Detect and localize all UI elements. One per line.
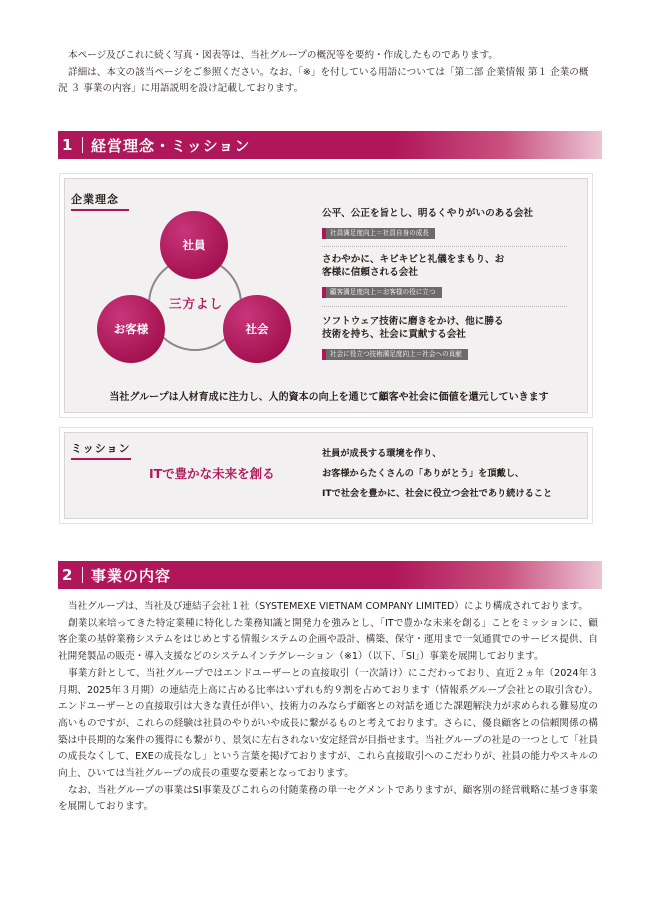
intro-text <box>58 48 594 98</box>
principle-text: ソフトウェア技術に磨きをかけ、他に勝る技術を持ち、社会に貢献する会社 <box>322 316 504 340</box>
section-title: 経営理念・ミッション <box>91 136 251 155</box>
section-divider <box>82 137 83 153</box>
principle-text: さわやかに、キビキビと礼儀をまもり、お客様に信頼される会社 <box>322 254 505 278</box>
mission-line: ITで社会を豊かに、社会に役立つ会社であり続けること <box>322 488 553 499</box>
principle-item <box>322 315 512 360</box>
business-description <box>58 599 598 816</box>
intro-paragraph: 詳細は、本文の該当ページをご参照ください。なお、「※」を付している用語については「第二部 企業情報 第１ 企業の概況 ３ 事業の内容」に用語説明を設け記載しております。 <box>58 66 589 94</box>
principle-tag: 社会に役立つ技術満足度向上＝社会への貢献 <box>322 349 468 360</box>
divider <box>322 246 567 247</box>
sanpo-label: 三方よし <box>169 296 224 311</box>
mission-statement: ITで豊かな未来を創る <box>149 466 275 481</box>
philosophy-title: 企業理念 <box>71 191 129 211</box>
circle-employees-label: 社員 <box>182 238 206 252</box>
intro-paragraph: 本ページ及びこれに続く写真・図表等は、当社グループの概況等を要約・作成したものであります。 <box>68 50 498 61</box>
mission-title: ミッション <box>71 440 131 460</box>
principle-item <box>322 207 567 239</box>
business-paragraph: なお、当社グループの事業はSI事業及びこれらの付随業務の単一セグメントでありますが、顧客別の経営戦略に基づき事業を展開しております。 <box>58 784 598 813</box>
circle-society <box>223 295 291 363</box>
philosophy-panel <box>64 178 588 413</box>
mission-lines <box>322 444 582 504</box>
circle-employees <box>160 211 228 279</box>
section-number: 1 <box>62 136 73 154</box>
principle-tag: 顧客満足度向上＝お客様の役に立つ <box>322 287 442 298</box>
business-paragraph: 当社グループは、当社及び連結子会社１社（SYSTEMEXE VIETNAM COMPANY LIMITED）により構成されております。 <box>68 601 588 612</box>
principle-item <box>322 253 507 298</box>
circle-society-label: 社会 <box>245 322 269 336</box>
mission-line: 社員が成長する環境を作り、 <box>322 448 442 459</box>
section-title: 事業の内容 <box>91 566 172 585</box>
divider <box>322 306 567 307</box>
principle-tag: 社員満足度向上＝社員自身の成長 <box>322 228 435 239</box>
section-divider <box>82 567 83 583</box>
section-header-business <box>58 561 602 589</box>
circle-customers <box>97 295 165 363</box>
principle-text: 公平、公正を旨とし、明るくやりがいのある会社 <box>322 208 534 219</box>
philosophy-statement: 当社グループは人材育成に注力し、人的資本の向上を通じて顧客や社会に価値を還元していきます <box>109 392 549 403</box>
mission-panel <box>64 432 588 519</box>
section-number: 2 <box>62 566 73 584</box>
circle-customers-label: お客様 <box>113 322 149 336</box>
section-header-philosophy <box>58 131 602 159</box>
business-paragraph: 創業以来培ってきた特定業種に特化した業務知識と開発力を強みとし、「ITで豊かな未来を創る」ことをミッションに、顧客企業の基幹業務システムをはじめとする情報システムの企画や設計、構築、保守・運用まで一気通貫でのサービス提供、自社開発製品の販売・導入支援などのシステムインテグレーション（※1）（以下、「SI」）事業を展開しております。 <box>58 617 598 663</box>
mission-line: お客様からたくさんの「ありがとう」を頂戴し、 <box>322 468 525 479</box>
business-paragraph: 事業方針として、当社グループではエンドユーザーとの直接取引（一次請け）にこだわっており、直近２ヵ年（2024年３月期、2025年３月期）の連結売上高に占める比率はいずれも約９割を占めております（情報系グループ会社との取引含む）。エンドユーザーとの直接取引は大きな責任が伴い、技術力のみならず顧客との対話を通じた課題解決力が求められる難易度の高いものですが、これらの経験は社員のやりがいや成長に繋がるものと考えております。さらに、優良顧客との信頼関係の構築は中長期的な案件の獲得にも繋がり、景気に左右されない安定経営が目指せます。当社グループの社是の一つとして「社員の成長なくして、EXEの成長なし」という言葉を掲げておりますが、これら直接取引へのこだわりが、社員の能力やスキルの向上、ひいては当社グループの成長の重要な要素となっております。 <box>58 667 598 780</box>
